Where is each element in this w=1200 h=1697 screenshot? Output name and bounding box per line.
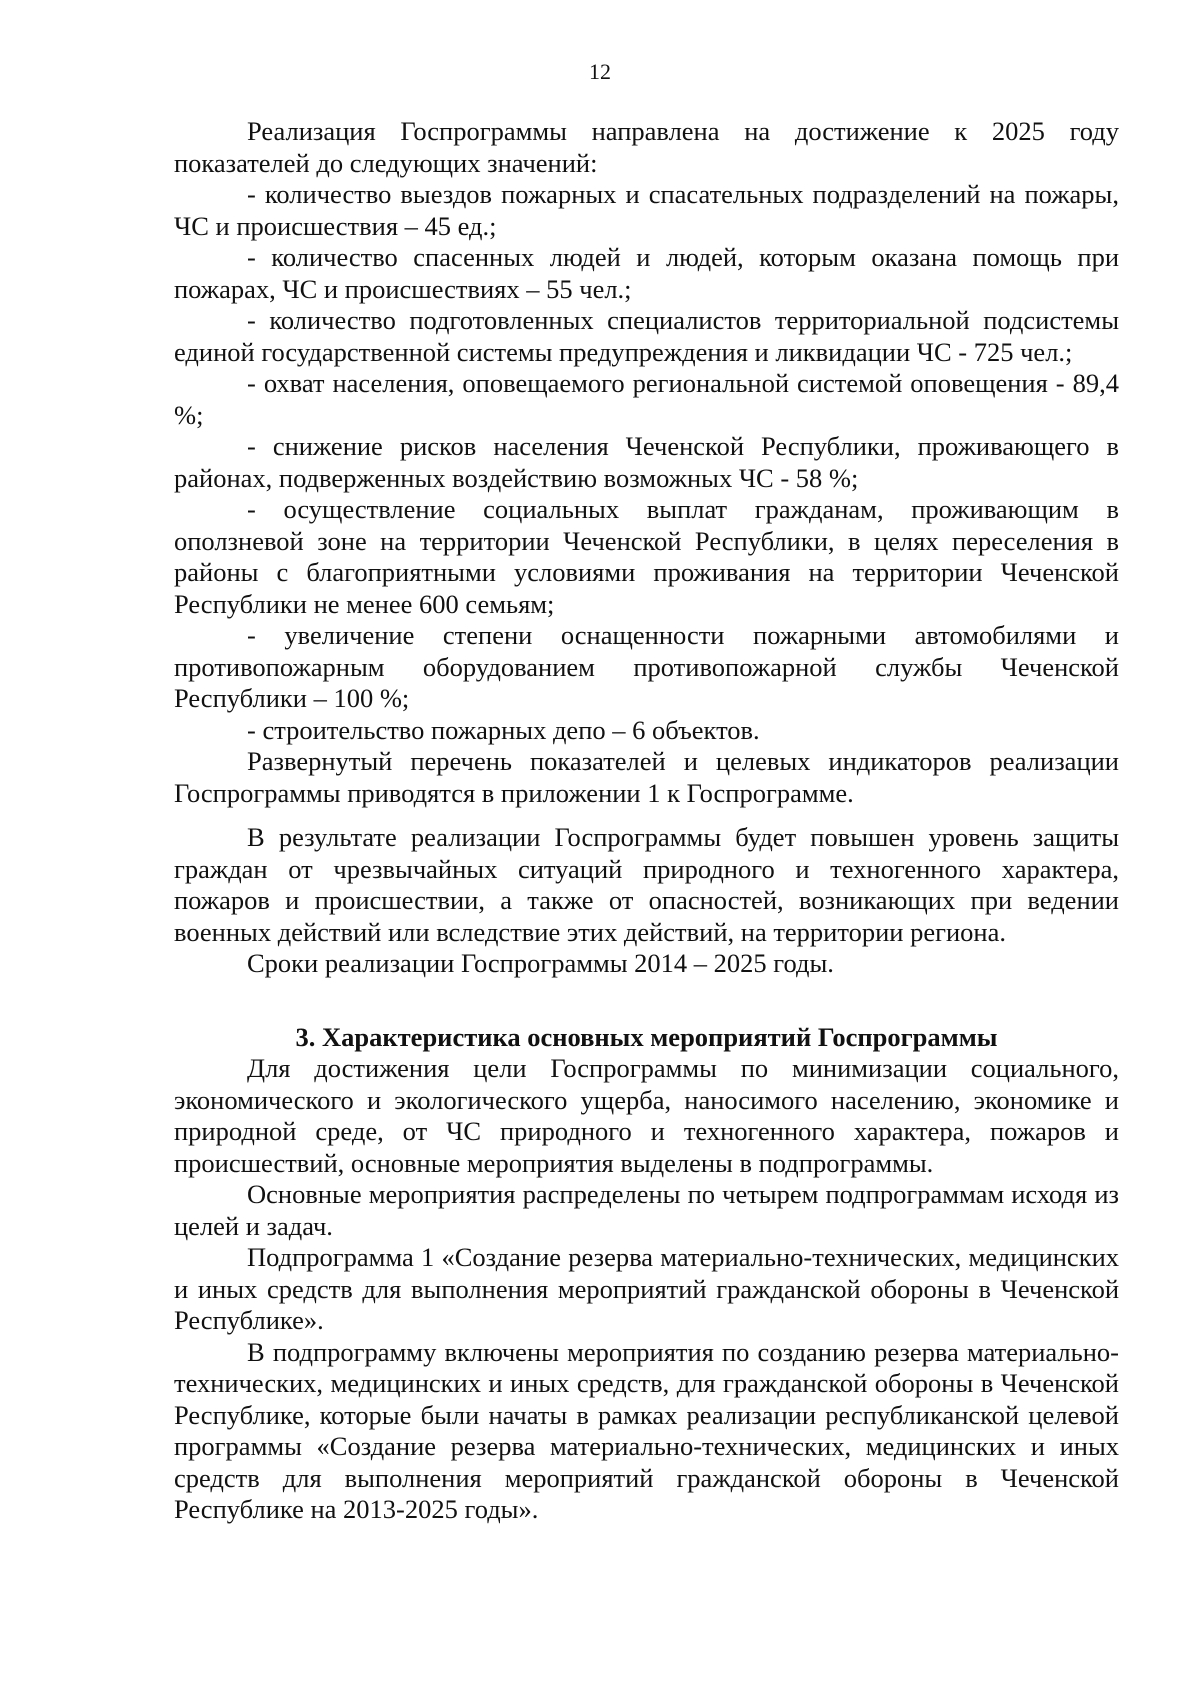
section-paragraph: В подпрограмму включены мероприятия по созданию резерва материально-технических, медицинских и иных средств, для гражданской обороны в Чеченской Республике, которые были начаты в рамках реализации республиканской целевой программы «Создание резерва материально-технических, медицинских и иных средств для выполнения мероприятий гражданской обороны в Чеченской Республике на 2013-2025 годы». — [174, 1336, 1119, 1524]
indicator-item: - количество подготовленных специалистов территориальной подсистемы единой государственной системы предупреждения и ликвидации ЧС - 725 чел.; — [174, 305, 1119, 367]
section-paragraph: Основные мероприятия распределены по четырем подпрограммам исходя из целей и задач. — [174, 1179, 1119, 1241]
indicator-item: - количество спасенных людей и людей, которым оказана помощь при пожарах, ЧС и происшествиях – 55 чел.; — [174, 242, 1119, 304]
indicator-item: - количество выездов пожарных и спасательных подразделений на пожары, ЧС и происшествия – 45 ед.; — [174, 179, 1119, 241]
section-heading: 3. Характеристика основных мероприятий Госпрограммы — [295, 1021, 998, 1052]
result-paragraph: В результате реализации Госпрограммы будет повышен уровень защиты граждан от чрезвычайных ситуаций природного и техногенного характера, пожаров и происшествии, а также от опасностей, возникающих при ведении военных действий или вследствие этих действий, на территории региона. — [174, 822, 1119, 947]
indicator-item: - охват населения, оповещаемого региональной системой оповещения - 89,4 %; — [174, 368, 1119, 430]
indicator-item: - осуществление социальных выплат гражданам, проживающим в оползневой зоне на территории Чеченской Республики, в целях переселения в районы с благоприятными условиями проживания на территории Чеченской Республики не менее 600 семьям; — [174, 494, 1119, 619]
indicator-item: - снижение рисков населения Чеченской Республики, проживающего в районах, подверженных воздействию возможных ЧС - 58 %; — [174, 431, 1119, 493]
indicator-item: - увеличение степени оснащенности пожарными автомобилями и противопожарным оборудованием противопожарной службы Чеченской Республики – 100 %; — [174, 620, 1119, 713]
intro-paragraph: Реализация Госпрограммы направлена на достижение к 2025 году показателей до следующих значений: — [174, 116, 1119, 178]
document-body — [174, 116, 1119, 1526]
section-paragraph: Подпрограмма 1 «Создание резерва материально-технических, медицинских и иных средств для выполнения мероприятий гражданской обороны в Чеченской Республике». — [174, 1242, 1119, 1335]
detailed-list-paragraph: Развернутый перечень показателей и целевых индикаторов реализации Госпрограммы приводятся в приложении 1 к Госпрограмме. — [174, 746, 1119, 808]
timeline-paragraph: Сроки реализации Госпрограммы 2014 – 2025 годы. — [247, 948, 834, 978]
indicator-item: - строительство пожарных депо – 6 объектов. — [247, 714, 760, 745]
page-number: 12 — [589, 59, 611, 84]
section-paragraph: Для достижения цели Госпрограммы по минимизации социального, экономического и экологического ущерба, наносимого населению, экономике и природной среде, от ЧС природного и техногенного характера, пожаров и происшествий, основные мероприятия выделены в подпрограммы. — [174, 1053, 1119, 1178]
